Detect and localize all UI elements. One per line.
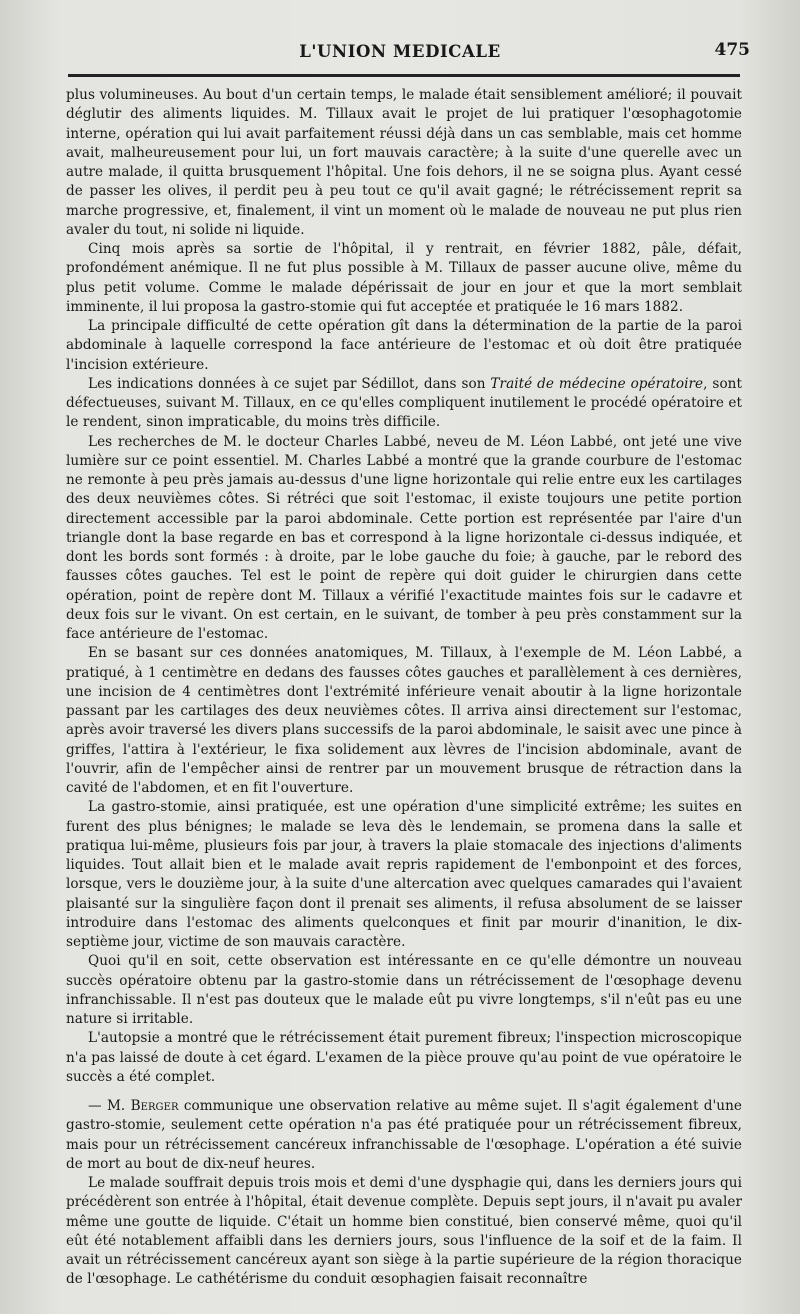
paragraph-5: Les recherches de M. le docteur Charles Labbé, neveu de M. Léon Labbé, ont jeté une vive lumière sur ce point essentiel. M. Charles Labbé a montré que la grande courbure de l'estomac ne remonte à peu près jamais au-dessus d'une ligne horizontale qui relie entre eux les cartilages des deux neuvièmes côtes. Si rétréci que soit l'estomac, il existe toujours une petite portion directement accessible par la paroi abdominale. Cette portion est représentée par l'aire d'un triangle dont la base regarde en bas et correspond à la ligne horizontale ci-dessus indiquée, et dont les bords sont formés : à droite, par le lobe gauche du foie; à gauche, par le rebord des fausses côtes gauches. Tel est le point de repère qui doit guider le chirurgien dans cette opération, point de repère dont M. Tillaux a vérifié l'exactitude maintes fois sur le cadavre et deux fois sur le vivant. On est certain, en le suivant, de tomber à peu près constamment sur la face antérieure de l'estomac. [66,433,742,642]
paragraph-2: Cinq mois après sa sortie de l'hôpital, il y rentrait, en février 1882, pâle, défait, profondément anémique. Il ne fut plus possible à M. Tillaux de passer aucune olive, même du plus petit volume. Comme le malade dépérissait de jour en jour et que la mort semblait imminente, il lui proposa la gastro-stomie qui fut acceptée et pratiquée le 16 mars 1882. [66,241,742,315]
paragraph-8: Quoi qu'il en soit, cette observation est intéressante en ce qu'elle démontre un nouveau succès opératoire obtenu par la gastro-stomie dans un rétrécissement de l'œsophage devenu infranchissable. Il n'est pas douteux que le malade eût pu vivre longtemps, s'il n'eût pas eu une nature si irritable. [66,953,742,1027]
header-rule [68,74,740,77]
paragraph-4-end: , sont défectueuses, suivant M. Tillaux, en ce qu'elles compliquent inutilement le procédé opératoire et le rendent, sinon impraticable, du moins très difficile. [66,375,742,431]
paragraph-9: L'autopsie a montré que le rétrécissement était purement fibreux; l'inspection microscopique n'a pas laissé de doute à cet égard. L'examen de la pièce prouve qu'au point de vue opératoire le succès a été complet. [66,1030,742,1085]
paragraph-6: En se basant sur ces données anatomiques, M. Tillaux, à l'exemple de M. Léon Labbé, a pratiqué, à 1 centimètre en dedans des fausses côtes gauches et parallèlement à ces dernières, une incision de 4 centimètres dont l'extrémité inférieure venait aboutir à la ligne horizontale passant par les cartilages des deux neuvièmes côtes. Il arriva ainsi directement sur l'estomac, après avoir traversé les divers plans successifs de la paroi abdominale, le saisit avec une pince à griffes, l'attira à l'extérieur, le fixa solidement aux lèvres de l'incision abdominale, avant de l'ouvrir, afin de l'empêcher ainsi de rentrer par un mouvement brusque de rétraction dans la cavité de l'abdomen, et en fit l'ouverture. [66,645,742,796]
article-body [66,86,742,1290]
paragraph-4 [66,375,742,433]
paragraph-3: La principale difficulté de cette opération gît dans la détermination de la partie de la paroi abdominale à laquelle correspond la face antérieure de l'estomac et où doit être pratiquée l'incision extérieure. [66,318,742,373]
running-title: L'UNION MEDICALE [299,42,501,61]
paragraph-4-start: Les indications données à ce sujet par Sédillot, dans son [88,375,491,392]
paragraph-1: plus volumineuses. Au bout d'un certain temps, le malade était sensiblement amélioré; il pouvait déglutir des aliments liquides. M. Tillaux avait le projet de lui pratiquer l'œsophagotomie interne, opération qui lui avait parfaitement réussi déjà dans un cas semblable, mais cet homme avait, malheureusement pour lui, un fort mauvais caractère; à la suite d'une querelle avec un autre malade, il quitta brusquement l'hôpital. Une fois dehors, il ne se soigna plus. Ayant cessé de passer les olives, il perdit peu à peu tout ce qu'il avait gagné; le rétrécissement reprit sa marche progressive, et, finalement, il vint un moment où le malade de nouveau ne put plus rien avaler du tout, ni solide ni liquide. [66,87,742,238]
speaker-name: Berger [130,1098,179,1114]
page-header [0,36,800,66]
paragraph-7: La gastro-stomie, ainsi pratiquée, est une opération d'une simplicité extrême; les suites en furent des plus bénignes; le malade se leva dès le lendemain, se promena dans la salle et pratiqua lui-même, plusieurs fois par jour, à travers la plaie stomacale des injections d'aliments liquides. Tout allait bien et le malade avait repris rapidement de l'embonpoint et des forces, lorsque, vers le douzième jour, à la suite d'une altercation avec quelques camarades qui l'avaient plaisanté sur la singulière façon dont il prenait ses aliments, il refusa absolument de se laisser introduire dans l'estomac des aliments quelconques et finit par mourir d'inanition, le dix-septième jour, victime de son mauvais caractère. [66,799,742,950]
paragraph-11: Le malade souffrait depuis trois mois et demi d'une dysphagie qui, dans les derniers jours qui précédèrent son entrée à l'hôpital, était devenue complète. Depuis sept jours, il n'avait pu avaler même une goutte de liquide. C'était un homme bien constitué, bien conservé même, quoi qu'il eût été notablement affaibli dans les derniers jours, sous l'influence de la soif et de la faim. Il avait un rétrécissement cancéreux ayant son siège à la partie supérieure de la région thoracique de l'œsophage. Le cathétérisme du conduit œsophagien faisait reconnaître [66,1175,742,1288]
paragraph-10-text: communique une observation relative au même sujet. Il s'agit également d'une gastro-stomie, seulement cette opération n'a pas été pratiquée pour un rétrécissement fibreux, mais pour un rétrécissement cancéreux infranchissable de l'œsophage. L'opération a été suivie de mort au bout de dix-neuf heures. [66,1098,743,1172]
paragraph-10-prefix: — M. [88,1098,131,1114]
paragraph-10 [66,1097,742,1174]
book-title: Traité de médecine opératoire [490,375,704,392]
page-number: 475 [714,40,750,60]
